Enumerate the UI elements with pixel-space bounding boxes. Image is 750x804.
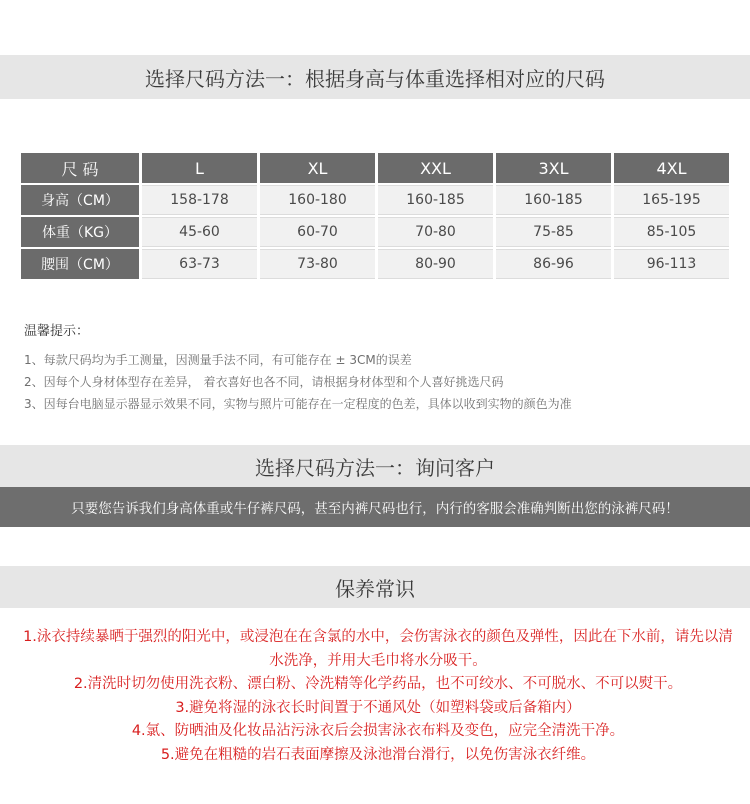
care-line: 2.清洗时切勿使用洗衣粉、漂白粉、冷洗精等化学药品，也不可绞水、不可脱水、不可以熨干。 bbox=[73, 676, 683, 692]
section-header-size-method-2 bbox=[0, 445, 750, 487]
care-line: 1.泳衣持续暴晒于强烈的阳光中，或浸泡在在含氯的水中，会伤害泳衣的颜色及弹性，因此在下水前，请先以清水洗净，并用大毛巾将水分吸干。 bbox=[23, 629, 733, 669]
banner-text: 只要您告诉我们身高体重或牛仔裤尺码，甚至内裤尺码也行，内行的客服会准确判断出您的泳裤尺码！ bbox=[71, 501, 679, 517]
row-label-waist: 腰围（CM） bbox=[21, 249, 139, 279]
care-line: 4.氯、防晒油及化妆品沾污泳衣后会损害泳衣布料及变色，应完全清洗干净。 bbox=[131, 723, 625, 739]
table-cell: 70-80 bbox=[378, 217, 493, 247]
size-header-cell: 尺 码 bbox=[21, 153, 139, 183]
table-cell: 75-85 bbox=[496, 217, 611, 247]
table-cell: 63-73 bbox=[142, 249, 257, 279]
table-row bbox=[21, 185, 729, 215]
size-header-cell: XL bbox=[260, 153, 375, 183]
table-cell: 165-195 bbox=[614, 185, 729, 215]
section-header-care bbox=[0, 566, 750, 608]
care-instructions bbox=[20, 626, 736, 767]
tip-line: 2、因每个人身材体型存在差异， 着衣喜好也各不同，请根据身材体型和个人喜好挑选尺码 bbox=[24, 375, 504, 389]
table-cell: 60-70 bbox=[260, 217, 375, 247]
tips-title: 温馨提示： bbox=[24, 324, 90, 339]
care-line: 3.避免将湿的泳衣长时间置于不通风处（如塑料袋或后备箱内） bbox=[175, 699, 581, 716]
section-title: 选择尺码方法一：询问客户 bbox=[255, 455, 495, 480]
table-cell: 80-90 bbox=[378, 249, 493, 279]
ask-service-banner bbox=[0, 487, 750, 527]
section-title: 选择尺码方法一：根据身高与体重选择相对应的尺码 bbox=[145, 66, 605, 91]
size-header-cell: L bbox=[142, 153, 257, 183]
table-cell: 73-80 bbox=[260, 249, 375, 279]
tips-section bbox=[24, 320, 572, 415]
tip-line: 1、每款尺码均为手工测量，因测量手法不同，有可能存在 ± 3CM的误差 bbox=[24, 353, 412, 367]
table-cell: 45-60 bbox=[142, 217, 257, 247]
size-table-header-row bbox=[21, 153, 729, 183]
row-label-height: 身高（CM） bbox=[21, 185, 139, 215]
table-cell: 158-178 bbox=[142, 185, 257, 215]
table-cell: 96-113 bbox=[614, 249, 729, 279]
table-cell: 160-185 bbox=[378, 185, 493, 215]
tip-line: 3、因每台电脑显示器显示效果不同，实物与照片可能存在一定程度的色差，具体以收到实物的颜色为准 bbox=[24, 397, 572, 411]
size-chart-table bbox=[18, 151, 732, 281]
size-header-cell: XXL bbox=[378, 153, 493, 183]
table-cell: 160-180 bbox=[260, 185, 375, 215]
size-header-cell: 4XL bbox=[614, 153, 729, 183]
section-title: 保养常识 bbox=[335, 576, 415, 601]
table-cell: 86-96 bbox=[496, 249, 611, 279]
row-label-weight: 体重（KG） bbox=[21, 217, 139, 247]
table-row bbox=[21, 217, 729, 247]
size-header-cell: 3XL bbox=[496, 153, 611, 183]
table-row bbox=[21, 249, 729, 279]
table-cell: 85-105 bbox=[614, 217, 729, 247]
section-header-size-method-1 bbox=[0, 55, 750, 99]
care-line: 5.避免在粗糙的岩石表面摩擦及泳池滑台滑行，以免伤害泳衣纤维。 bbox=[160, 746, 596, 763]
table-cell: 160-185 bbox=[496, 185, 611, 215]
